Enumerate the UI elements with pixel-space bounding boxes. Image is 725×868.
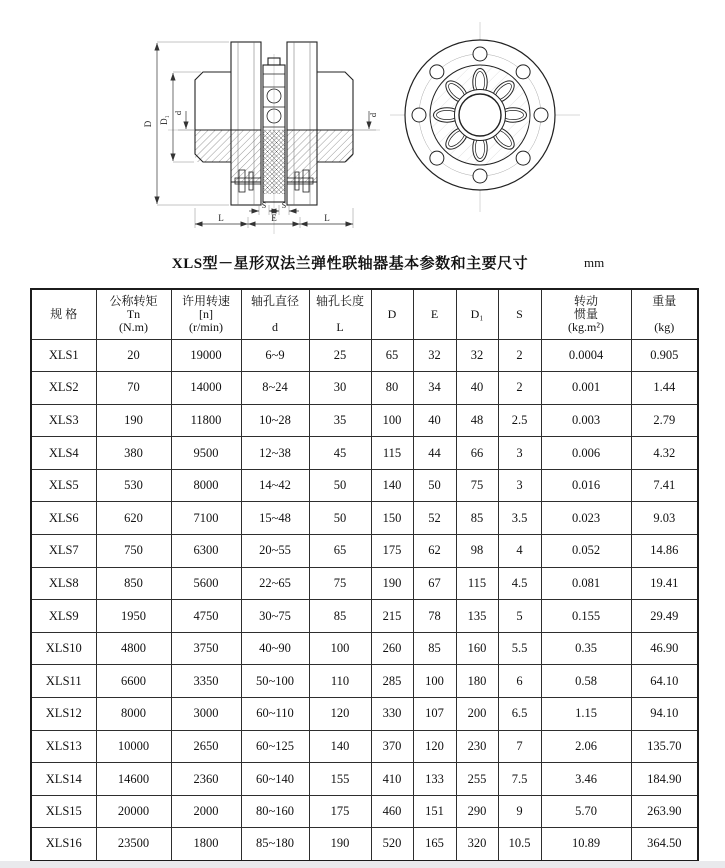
value-cell: 30 xyxy=(309,372,371,405)
value-cell: 0.023 xyxy=(541,502,631,535)
value-cell: 1800 xyxy=(171,828,241,861)
value-cell: 10.5 xyxy=(498,828,541,861)
value-cell: 3750 xyxy=(171,632,241,665)
header-line: Tn xyxy=(126,306,141,321)
value-cell: 45 xyxy=(309,437,371,470)
table-row xyxy=(31,469,698,502)
value-cell: 3000 xyxy=(171,698,241,731)
value-cell: 10.89 xyxy=(541,828,631,861)
table-row xyxy=(31,632,698,665)
value-cell: 25 xyxy=(309,339,371,372)
value-cell: 190 xyxy=(309,828,371,861)
value-cell: 6 xyxy=(498,665,541,698)
value-cell: 0.001 xyxy=(541,372,631,405)
table-row xyxy=(31,535,698,568)
value-cell: 133 xyxy=(413,763,456,796)
value-cell: 255 xyxy=(456,763,498,796)
value-cell: 115 xyxy=(456,567,498,600)
header-line xyxy=(242,308,309,321)
value-cell: 44 xyxy=(413,437,456,470)
value-cell: 4.32 xyxy=(631,437,698,470)
value-cell: 3 xyxy=(498,437,541,470)
value-cell: 4750 xyxy=(171,600,241,633)
header-cell xyxy=(241,289,309,339)
value-cell: 2000 xyxy=(171,795,241,828)
value-cell: 0.905 xyxy=(631,339,698,372)
center-bore xyxy=(459,94,501,136)
value-cell: 52 xyxy=(413,502,456,535)
value-cell: 4 xyxy=(498,535,541,568)
dim-label-E: E xyxy=(271,213,277,223)
value-cell: 80 xyxy=(371,372,413,405)
dim-label-S-left: S xyxy=(261,201,267,210)
value-cell: 110 xyxy=(309,665,371,698)
value-cell: 50 xyxy=(309,469,371,502)
value-cell: 20000 xyxy=(96,795,171,828)
value-cell: 160 xyxy=(456,632,498,665)
dim-label-D1: D₁ xyxy=(159,115,169,125)
value-cell: 60~140 xyxy=(241,763,309,796)
value-cell: 40 xyxy=(413,404,456,437)
value-cell: 1950 xyxy=(96,600,171,633)
dim-label-d-left: d xyxy=(173,110,183,116)
value-cell: 2650 xyxy=(171,730,241,763)
value-cell: 14600 xyxy=(96,763,171,796)
header-line xyxy=(310,308,371,321)
spec-cell: XLS5 xyxy=(31,469,96,502)
value-cell: 5 xyxy=(498,600,541,633)
header-cell xyxy=(413,289,456,339)
elastic-star-element xyxy=(434,69,527,162)
value-cell: 370 xyxy=(371,730,413,763)
header-row xyxy=(31,289,698,339)
value-cell: 460 xyxy=(371,795,413,828)
value-cell: 9 xyxy=(498,795,541,828)
value-cell: 11800 xyxy=(171,404,241,437)
header-cell xyxy=(541,289,631,339)
header-cell xyxy=(371,289,413,339)
header-cell xyxy=(171,289,241,339)
spec-cell: XLS7 xyxy=(31,535,96,568)
header-cell xyxy=(631,289,698,339)
value-cell: 50 xyxy=(413,469,456,502)
value-cell: 32 xyxy=(413,339,456,372)
value-cell: 50~100 xyxy=(241,665,309,698)
value-cell: 135 xyxy=(456,600,498,633)
value-cell: 5.70 xyxy=(541,795,631,828)
value-cell: 2 xyxy=(498,339,541,372)
value-cell: 10000 xyxy=(96,730,171,763)
value-cell: 175 xyxy=(309,795,371,828)
value-cell: 380 xyxy=(96,437,171,470)
header-line: (kg) xyxy=(654,319,675,334)
value-cell: 6600 xyxy=(96,665,171,698)
value-cell: 35 xyxy=(309,404,371,437)
value-cell: 165 xyxy=(413,828,456,861)
header-line: 惯量 xyxy=(573,306,598,321)
value-cell: 140 xyxy=(371,469,413,502)
table-row xyxy=(31,763,698,796)
value-cell: 5600 xyxy=(171,567,241,600)
value-cell: 0.052 xyxy=(541,535,631,568)
table-row xyxy=(31,339,698,372)
value-cell: 14000 xyxy=(171,372,241,405)
value-cell: 6~9 xyxy=(241,339,309,372)
value-cell: 850 xyxy=(96,567,171,600)
dim-label-S-right: S xyxy=(281,201,287,210)
value-cell: 85 xyxy=(456,502,498,535)
spec-cell: XLS14 xyxy=(31,763,96,796)
value-cell: 120 xyxy=(309,698,371,731)
value-cell: 3350 xyxy=(171,665,241,698)
value-cell: 20~55 xyxy=(241,535,309,568)
value-cell: 520 xyxy=(371,828,413,861)
table-row xyxy=(31,404,698,437)
value-cell: 184.90 xyxy=(631,763,698,796)
header-line: E xyxy=(430,306,439,321)
value-cell: 6300 xyxy=(171,535,241,568)
value-cell: 410 xyxy=(371,763,413,796)
unit-label: mm xyxy=(584,255,605,270)
value-cell: 3.46 xyxy=(541,763,631,796)
header-cell xyxy=(96,289,171,339)
header-line: 重量 xyxy=(652,293,677,308)
value-cell: 8000 xyxy=(171,469,241,502)
value-cell: 9500 xyxy=(171,437,241,470)
value-cell: 7100 xyxy=(171,502,241,535)
value-cell: 7 xyxy=(498,730,541,763)
spec-cell: XLS9 xyxy=(31,600,96,633)
value-cell: 60~125 xyxy=(241,730,309,763)
header-line: 公称转矩 xyxy=(109,293,158,308)
dim-label-L-left: L xyxy=(218,213,224,223)
spec-cell: XLS12 xyxy=(31,698,96,731)
value-cell: 34 xyxy=(413,372,456,405)
header-line: d xyxy=(272,319,278,334)
value-cell: 65 xyxy=(309,535,371,568)
value-cell: 0.016 xyxy=(541,469,631,502)
value-cell: 2360 xyxy=(171,763,241,796)
value-cell: 4.5 xyxy=(498,567,541,600)
value-cell: 5.5 xyxy=(498,632,541,665)
header-line: 轴孔直径 xyxy=(250,293,299,308)
spec-cell: XLS11 xyxy=(31,665,96,698)
value-cell: 175 xyxy=(371,535,413,568)
table-row xyxy=(31,567,698,600)
value-cell: 12~38 xyxy=(241,437,309,470)
value-cell: 0.35 xyxy=(541,632,631,665)
value-cell: 75 xyxy=(456,469,498,502)
value-cell: 263.90 xyxy=(631,795,698,828)
table-row xyxy=(31,665,698,698)
value-cell: 7.5 xyxy=(498,763,541,796)
value-cell: 9.03 xyxy=(631,502,698,535)
value-cell: 290 xyxy=(456,795,498,828)
header-cell xyxy=(31,289,96,339)
spec-cell: XLS10 xyxy=(31,632,96,665)
table-row xyxy=(31,795,698,828)
value-cell: 0.081 xyxy=(541,567,631,600)
header-line xyxy=(632,308,698,321)
value-cell: 0.58 xyxy=(541,665,631,698)
value-cell: 22~65 xyxy=(241,567,309,600)
value-cell: 100 xyxy=(309,632,371,665)
value-cell: 78 xyxy=(413,600,456,633)
header-line: D xyxy=(387,306,397,321)
value-cell: 19.41 xyxy=(631,567,698,600)
spec-cell: XLS6 xyxy=(31,502,96,535)
value-cell: 180 xyxy=(456,665,498,698)
header-line: D₁ xyxy=(470,306,484,321)
value-cell: 85 xyxy=(309,600,371,633)
header-line: S xyxy=(516,306,523,321)
value-cell: 48 xyxy=(456,404,498,437)
value-cell: 6.5 xyxy=(498,698,541,731)
spec-cell: XLS4 xyxy=(31,437,96,470)
header-cell xyxy=(309,289,371,339)
value-cell: 1.15 xyxy=(541,698,631,731)
page-title: XLS型－星形双法兰弹性联轴器基本参数和主要尺寸 xyxy=(171,256,529,272)
spec-cell: XLS3 xyxy=(31,404,96,437)
value-cell: 14.86 xyxy=(631,535,698,568)
spec-cell: XLS16 xyxy=(31,828,96,861)
value-cell: 98 xyxy=(456,535,498,568)
value-cell: 32 xyxy=(456,339,498,372)
value-cell: 2 xyxy=(498,372,541,405)
value-cell: 215 xyxy=(371,600,413,633)
value-cell: 0.0004 xyxy=(541,339,631,372)
value-cell: 364.50 xyxy=(631,828,698,861)
header-line: 轴孔长度 xyxy=(315,293,364,308)
value-cell: 151 xyxy=(413,795,456,828)
table-row xyxy=(31,437,698,470)
value-cell: 40~90 xyxy=(241,632,309,665)
value-cell: 750 xyxy=(96,535,171,568)
value-cell: 0.003 xyxy=(541,404,631,437)
front-view-drawing xyxy=(390,22,580,212)
header-line: (r/min) xyxy=(189,319,223,334)
table-row xyxy=(31,730,698,763)
value-cell: 85~180 xyxy=(241,828,309,861)
value-cell: 64.10 xyxy=(631,665,698,698)
value-cell: 4800 xyxy=(96,632,171,665)
page-bottom-edge xyxy=(0,861,725,868)
header-line: 许用转速 xyxy=(181,293,230,308)
value-cell: 75 xyxy=(309,567,371,600)
table-row xyxy=(31,600,698,633)
value-cell: 2.5 xyxy=(498,404,541,437)
spec-cell: XLS2 xyxy=(31,372,96,405)
header-line: (N.m) xyxy=(119,319,148,334)
spec-cell: XLS13 xyxy=(31,730,96,763)
value-cell: 30~75 xyxy=(241,600,309,633)
spec-table xyxy=(30,288,699,862)
value-cell: 46.90 xyxy=(631,632,698,665)
header-cell xyxy=(498,289,541,339)
dim-label-L-right: L xyxy=(324,213,330,223)
value-cell: 100 xyxy=(371,404,413,437)
value-cell: 20 xyxy=(96,339,171,372)
value-cell: 67 xyxy=(413,567,456,600)
value-cell: 62 xyxy=(413,535,456,568)
spec-cell: XLS15 xyxy=(31,795,96,828)
value-cell: 107 xyxy=(413,698,456,731)
value-cell: 29.49 xyxy=(631,600,698,633)
value-cell: 66 xyxy=(456,437,498,470)
value-cell: 94.10 xyxy=(631,698,698,731)
value-cell: 1.44 xyxy=(631,372,698,405)
value-cell: 8000 xyxy=(96,698,171,731)
value-cell: 8~24 xyxy=(241,372,309,405)
value-cell: 200 xyxy=(456,698,498,731)
value-cell: 85 xyxy=(413,632,456,665)
header-line: 规 格 xyxy=(50,306,78,321)
value-cell: 0.155 xyxy=(541,600,631,633)
value-cell: 15~48 xyxy=(241,502,309,535)
value-cell: 2.06 xyxy=(541,730,631,763)
value-cell: 50 xyxy=(309,502,371,535)
spec-cell: XLS8 xyxy=(31,567,96,600)
value-cell: 19000 xyxy=(171,339,241,372)
value-cell: 80~160 xyxy=(241,795,309,828)
value-cell: 140 xyxy=(309,730,371,763)
value-cell: 0.006 xyxy=(541,437,631,470)
value-cell: 3 xyxy=(498,469,541,502)
header-line: 转动 xyxy=(573,293,598,308)
value-cell: 100 xyxy=(413,665,456,698)
value-cell: 150 xyxy=(371,502,413,535)
section-view-drawing xyxy=(128,12,393,240)
value-cell: 40 xyxy=(456,372,498,405)
value-cell: 10~28 xyxy=(241,404,309,437)
value-cell: 190 xyxy=(96,404,171,437)
table-row xyxy=(31,828,698,861)
value-cell: 70 xyxy=(96,372,171,405)
value-cell: 2.79 xyxy=(631,404,698,437)
table-row xyxy=(31,698,698,731)
value-cell: 60~110 xyxy=(241,698,309,731)
value-cell: 65 xyxy=(371,339,413,372)
value-cell: 330 xyxy=(371,698,413,731)
value-cell: 285 xyxy=(371,665,413,698)
header-line: L xyxy=(336,319,344,334)
header-line: (kg.m²) xyxy=(568,319,604,334)
value-cell: 620 xyxy=(96,502,171,535)
value-cell: 135.70 xyxy=(631,730,698,763)
value-cell: 3.5 xyxy=(498,502,541,535)
value-cell: 7.41 xyxy=(631,469,698,502)
value-cell: 530 xyxy=(96,469,171,502)
table-row xyxy=(31,502,698,535)
dim-label-D: D xyxy=(143,120,153,128)
value-cell: 14~42 xyxy=(241,469,309,502)
value-cell: 320 xyxy=(456,828,498,861)
value-cell: 190 xyxy=(371,567,413,600)
value-cell: 230 xyxy=(456,730,498,763)
value-cell: 260 xyxy=(371,632,413,665)
dim-label-d-right: d xyxy=(368,112,378,118)
value-cell: 155 xyxy=(309,763,371,796)
header-cell xyxy=(456,289,498,339)
value-cell: 120 xyxy=(413,730,456,763)
header-line: [n] xyxy=(199,306,213,321)
table-row xyxy=(31,372,698,405)
spec-cell: XLS1 xyxy=(31,339,96,372)
value-cell: 23500 xyxy=(96,828,171,861)
value-cell: 115 xyxy=(371,437,413,470)
